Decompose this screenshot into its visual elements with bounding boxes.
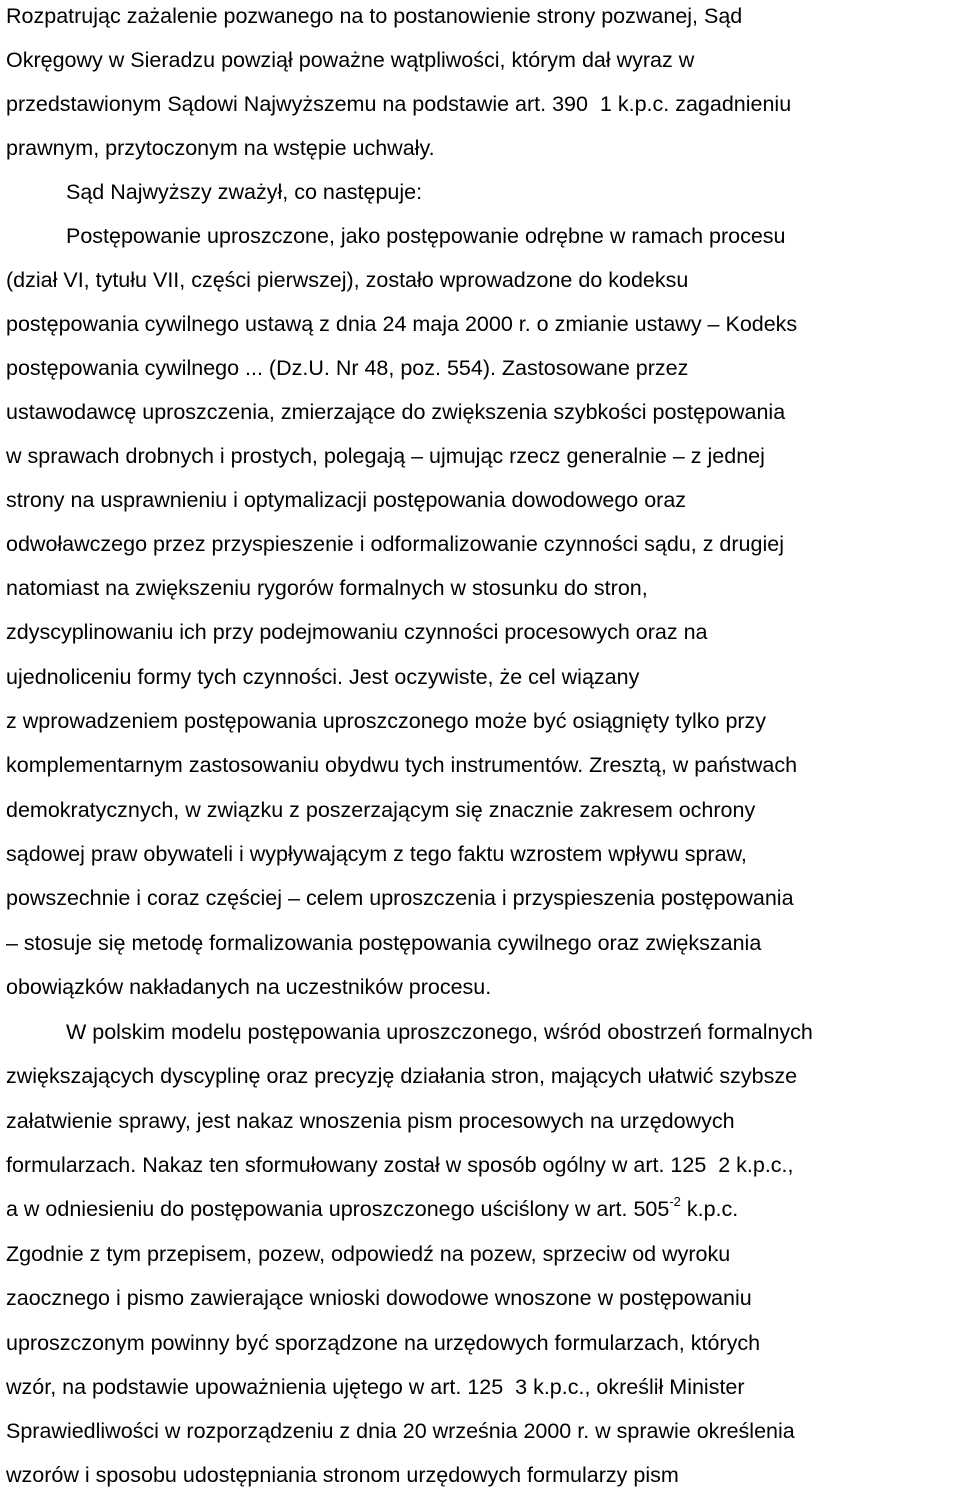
text-line: prawnym, przytoczonym na wstępie uchwały. <box>6 136 435 160</box>
text-line: demokratycznych, w związku z poszerzającym się znacznie zakresem ochrony <box>6 798 756 822</box>
text-line: z wprowadzeniem postępowania uproszczonego może być osiągnięty tylko przy <box>6 709 767 733</box>
superscript: -2 <box>669 1193 681 1209</box>
text-line: obowiązków nakładanych na uczestników procesu. <box>6 975 492 999</box>
text-line: postępowania cywilnego ... (Dz.U. Nr 48, poz. 554). Zastosowane przez <box>6 356 689 380</box>
text-segment: k.p.c. <box>680 1197 739 1221</box>
section-heading: Sąd Najwyższy zważył, co następuje: <box>66 180 423 204</box>
text-line: uproszczonym powinny być sporządzone na urzędowych formularzach, których <box>6 1331 761 1355</box>
text-line: zdyscyplinowaniu ich przy podejmowaniu czynności procesowych oraz na <box>6 620 708 644</box>
text-line: Postępowanie uproszczone, jako postępowanie odrębne w ramach procesu <box>66 224 786 248</box>
text-line: Rozpatrując zażalenie pozwanego na to postanowienie strony pozwanej, Sąd <box>6 4 743 28</box>
text-line: powszechnie i coraz częściej – celem uproszczenia i przyspieszenia postępowania <box>6 886 794 910</box>
text-line: natomiast na zwiększeniu rygorów formalnych w stosunku do stron, <box>6 576 648 600</box>
text-line: postępowania cywilnego ustawą z dnia 24 maja 2000 r. o zmianie ustawy – Kodeks <box>6 312 798 336</box>
text-line: (dział VI, tytułu VII, części pierwszej), zostało wprowadzone do kodeksu <box>6 268 689 292</box>
text-line: komplementarnym zastosowaniu obydwu tych instrumentów. Zresztą, w państwach <box>6 753 798 777</box>
text-line: odwoławczego przez przyspieszenie i odformalizowanie czynności sądu, z drugiej <box>6 532 784 556</box>
text-line: Sprawiedliwości w rozporządzeniu z dnia 20 września 2000 r. w sprawie określenia <box>6 1419 795 1443</box>
text-line: sądowej praw obywateli i wypływającym z tego faktu wzrostem wpływu spraw, <box>6 842 747 866</box>
text-line: zwiększających dyscyplinę oraz precyzję działania stron, mających ułatwić szybsze <box>6 1064 798 1088</box>
text-line: zaocznego i pismo zawierające wnioski dowodowe wnoszone w postępowaniu <box>6 1286 752 1310</box>
text-line: załatwienie sprawy, jest nakaz wnoszenia pism procesowych na urzędowych <box>6 1109 735 1133</box>
text-line: – stosuje się metodę formalizowania postępowania cywilnego oraz zwiększania <box>6 931 762 955</box>
text-line: formularzach. Nakaz ten sformułowany został w sposób ogólny w art. 125 2 k.p.c., <box>6 1153 794 1177</box>
text-line: Okręgowy w Sieradzu powziął poważne wątpliwości, którym dał wyraz w <box>6 48 695 72</box>
text-line: ujednoliceniu formy tych czynności. Jest oczywiste, że cel wiązany <box>6 665 640 689</box>
text-line: w sprawach drobnych i prostych, polegają – ujmując rzecz generalnie – z jednej <box>6 444 765 468</box>
text-line: wzór, na podstawie upoważnienia ujętego w art. 125 3 k.p.c., określił Minister <box>6 1375 745 1399</box>
text-line: przedstawionym Sądowi Najwyższemu na podstawie art. 390 1 k.p.c. zagadnieniu <box>6 92 792 116</box>
text-line: strony na usprawnieniu i optymalizacji postępowania dowodowego oraz <box>6 488 687 512</box>
text-line: wzorów i sposobu udostępniania stronom urzędowych formularzy pism <box>6 1463 679 1487</box>
text-line: Zgodnie z tym przepisem, pozew, odpowiedź na pozew, sprzeciw od wyroku <box>6 1242 731 1266</box>
text-line <box>6 1193 739 1222</box>
text-line: W polskim modelu postępowania uproszczonego, wśród obostrzeń formalnych <box>66 1020 813 1044</box>
text-line: ustawodawcę uproszczenia, zmierzające do zwiększenia szybkości postępowania <box>6 400 786 424</box>
text-segment: a w odniesieniu do postępowania uproszczonego uściślony w art. 505 <box>6 1197 670 1221</box>
